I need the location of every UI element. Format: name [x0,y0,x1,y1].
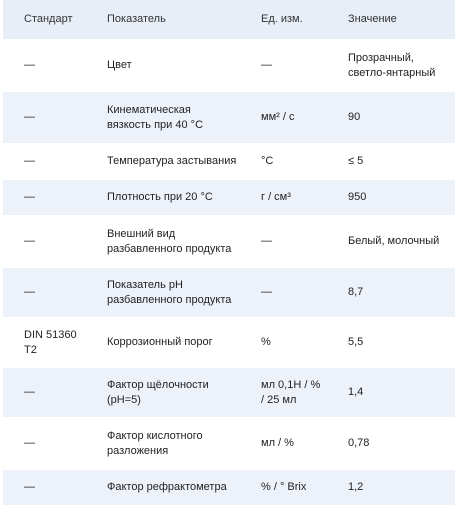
cell-indicator: Фактор кислотного разложения [107,429,203,457]
cell-standard: — [24,191,35,203]
header-indicator: Показатель [107,13,166,25]
cell-unit: % / ° Brix [261,481,307,493]
cell-standard: — [24,59,35,71]
table-row [3,268,455,318]
cell-standard: DIN 51360 T2 [24,328,77,356]
cell-indicator: Фактор щёлочности (pH=5) [107,378,209,406]
table-row [3,92,455,144]
cell-indicator: Фактор рефрактометра [107,481,227,493]
cell-value: Прозрачный, светло-янтарный [348,51,436,79]
cell-unit: — [261,286,272,298]
header-value: Значение [348,13,397,25]
cell-indicator: Коррозионный порог [107,336,213,348]
specifications-table [3,0,455,506]
cell-unit: мл / % [261,437,294,449]
cell-standard: — [24,235,35,247]
cell-value: Белый, молочный [348,235,440,247]
cell-value: 1,4 [348,386,364,398]
table-row [3,368,455,418]
cell-standard: — [24,111,35,123]
cell-unit: — [261,59,272,71]
cell-indicator: Цвет [107,59,132,71]
cell-unit: °C [261,155,274,167]
cell-standard: — [24,481,35,493]
table-row [3,144,455,180]
cell-standard: — [24,437,35,449]
cell-value: 90 [348,111,361,123]
header-unit: Ед. изм. [261,13,303,25]
table-row [3,318,455,368]
cell-indicator: Показатель pH разбавленного продукта [107,278,232,306]
table-row [3,470,455,506]
cell-value: 0,78 [348,437,370,449]
table-row [3,418,455,470]
cell-indicator: Кинематическая вязкость при 40 °C [107,103,204,131]
table-row [3,180,455,216]
cell-indicator: Внешний вид разбавленного продукта [107,227,232,255]
cell-value: 1,2 [348,481,364,493]
cell-unit: — [261,235,272,247]
cell-unit: мл 0,1Н / % / 25 мл [261,378,321,406]
cell-unit: г / см³ [261,191,291,203]
cell-value: 5,5 [348,336,364,348]
cell-indicator: Плотность при 20 °C [107,191,213,203]
table-row [3,40,455,92]
cell-standard: — [24,155,35,167]
table-header-row [3,0,455,40]
cell-value: 950 [348,191,367,203]
cell-standard: — [24,286,35,298]
cell-unit: мм² / с [261,111,295,123]
cell-value: 8,7 [348,286,364,298]
cell-unit: % [261,336,271,348]
table-row [3,216,455,268]
header-standard: Стандарт [24,13,73,25]
cell-value: ≤ 5 [348,155,364,167]
cell-standard: — [24,386,35,398]
cell-indicator: Температура застывания [107,155,237,167]
